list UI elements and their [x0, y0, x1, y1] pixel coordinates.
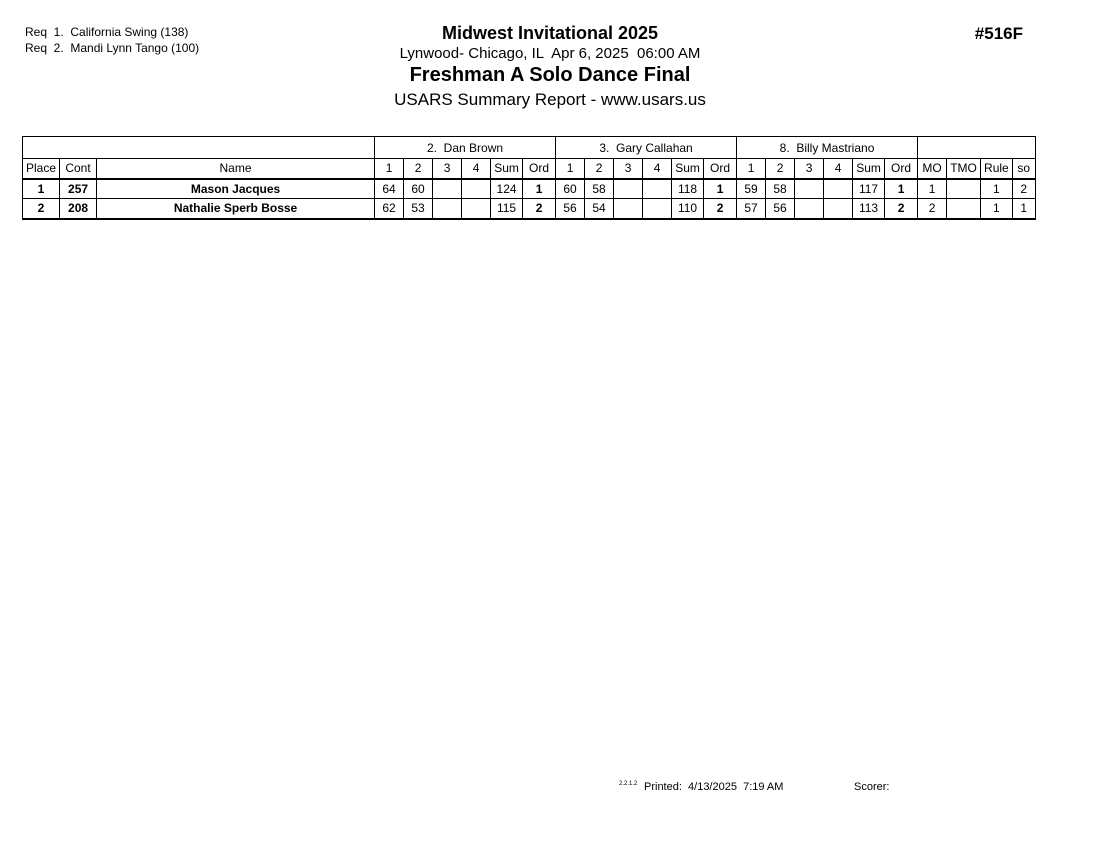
- mark-cell: 56: [766, 199, 795, 219]
- sum-cell: 117: [853, 179, 885, 199]
- sum-cell: 113: [853, 199, 885, 219]
- mark-cell: 57: [737, 199, 766, 219]
- col-header-mark: 2: [766, 159, 795, 179]
- col-header-mo: MO: [918, 159, 947, 179]
- col-header-ord: Ord: [523, 159, 556, 179]
- col-header-tmo: TMO: [947, 159, 981, 179]
- judge-row-spacer: [918, 137, 1036, 159]
- judge-header-row: [23, 137, 1036, 159]
- results-table-container: [22, 136, 1036, 220]
- sum-cell: 110: [672, 199, 704, 219]
- event-number: #516F: [974, 24, 1023, 43]
- col-header-name: Name: [97, 159, 375, 179]
- ordinal-cell: 1: [704, 179, 737, 199]
- mark-cell: 54: [585, 199, 614, 219]
- col-header-mark: 1: [556, 159, 585, 179]
- competition-title: Midwest Invitational 2025: [441, 23, 659, 43]
- judge-header: 2. Dan Brown: [375, 137, 556, 159]
- col-header-mark: 3: [795, 159, 824, 179]
- mark-cell: [795, 199, 824, 219]
- skater-name-cell: Nathalie Sperb Bosse: [97, 199, 375, 219]
- version-text: 2.2.1.2: [619, 781, 638, 787]
- col-header-mark: 4: [643, 159, 672, 179]
- mo-cell: 1: [918, 179, 947, 199]
- mark-cell: [614, 179, 643, 199]
- tmo-cell: [947, 199, 981, 219]
- event-title: Freshman A Solo Dance Final: [409, 64, 691, 86]
- mark-cell: [795, 179, 824, 199]
- mark-cell: [824, 199, 853, 219]
- judge-row-spacer: [23, 137, 375, 159]
- ordinal-cell: 2: [885, 199, 918, 219]
- col-header-sum: Sum: [672, 159, 704, 179]
- mark-cell: 62: [375, 199, 404, 219]
- col-header-ord: Ord: [704, 159, 737, 179]
- so-cell: 1: [1012, 199, 1035, 219]
- mark-cell: [614, 199, 643, 219]
- mark-cell: 60: [404, 179, 433, 199]
- col-header-mark: 3: [433, 159, 462, 179]
- col-header-mark: 1: [737, 159, 766, 179]
- table-row: [23, 199, 1036, 219]
- judge-header: 3. Gary Callahan: [556, 137, 737, 159]
- report-title: USARS Summary Report - www.usars.us: [394, 90, 706, 109]
- mark-cell: [462, 179, 491, 199]
- col-header-mark: 4: [824, 159, 853, 179]
- judge-header: 8. Billy Mastriano: [737, 137, 918, 159]
- mark-cell: [462, 199, 491, 219]
- mark-cell: 60: [556, 179, 585, 199]
- location-date: Lynwood- Chicago, IL Apr 6, 2025 06:00 AM: [399, 45, 701, 62]
- mark-cell: [824, 179, 853, 199]
- contestant-number-cell: 257: [60, 179, 97, 199]
- mark-cell: 56: [556, 199, 585, 219]
- contestant-number-cell: 208: [60, 199, 97, 219]
- requirement-line: Req 1. California Swing (138): [25, 25, 189, 39]
- mark-cell: 53: [404, 199, 433, 219]
- mark-cell: [643, 199, 672, 219]
- col-header-sum: Sum: [853, 159, 885, 179]
- printed-timestamp: Printed: 4/13/2025 7:19 AM: [644, 781, 784, 793]
- mark-cell: 58: [766, 179, 795, 199]
- col-header-mark: 4: [462, 159, 491, 179]
- sum-cell: 124: [491, 179, 523, 199]
- so-cell: 2: [1012, 179, 1035, 199]
- col-header-mark: 2: [404, 159, 433, 179]
- mark-cell: [433, 179, 462, 199]
- mark-cell: [643, 179, 672, 199]
- results-table: [22, 136, 1036, 220]
- tmo-cell: [947, 179, 981, 199]
- rule-cell: 1: [981, 199, 1013, 219]
- sum-cell: 118: [672, 179, 704, 199]
- table-row: [23, 179, 1036, 199]
- ordinal-cell: 2: [523, 199, 556, 219]
- col-header-cont: Cont: [60, 159, 97, 179]
- place-cell: 1: [23, 179, 60, 199]
- ordinal-cell: 1: [523, 179, 556, 199]
- col-header-mark: 3: [614, 159, 643, 179]
- col-header-sum: Sum: [491, 159, 523, 179]
- col-header-so: so: [1012, 159, 1035, 179]
- rule-cell: 1: [981, 179, 1013, 199]
- mark-cell: 58: [585, 179, 614, 199]
- col-header-place: Place: [23, 159, 60, 179]
- mark-cell: 64: [375, 179, 404, 199]
- requirement-line: Req 2. Mandi Lynn Tango (100): [25, 41, 200, 55]
- col-header-rule: Rule: [981, 159, 1013, 179]
- column-header-row: [23, 159, 1036, 179]
- ordinal-cell: 1: [885, 179, 918, 199]
- mo-cell: 2: [918, 199, 947, 219]
- skater-name-cell: Mason Jacques: [97, 179, 375, 199]
- sum-cell: 115: [491, 199, 523, 219]
- mark-cell: 59: [737, 179, 766, 199]
- mark-cell: [433, 199, 462, 219]
- col-header-mark: 1: [375, 159, 404, 179]
- place-cell: 2: [23, 199, 60, 219]
- scorer-label: Scorer:: [854, 781, 890, 793]
- ordinal-cell: 2: [704, 199, 737, 219]
- col-header-ord: Ord: [885, 159, 918, 179]
- col-header-mark: 2: [585, 159, 614, 179]
